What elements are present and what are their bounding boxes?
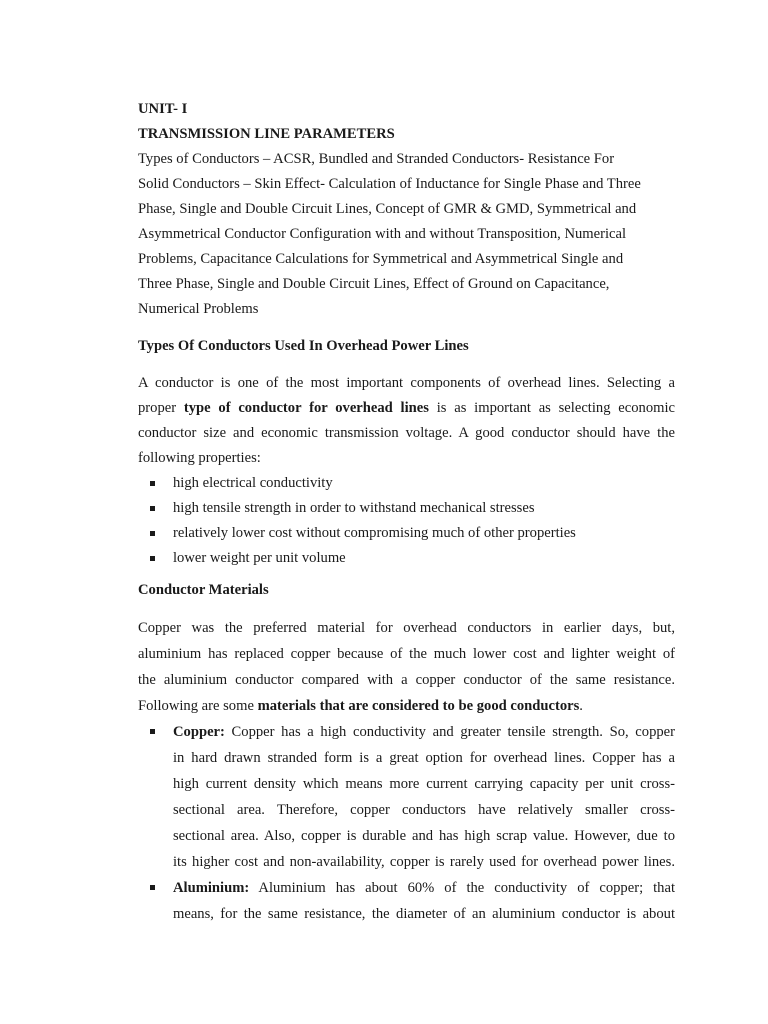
copper-item bbox=[138, 719, 675, 875]
aluminium-line: means, for the same resistance, the diameter of an aluminium conductor is about bbox=[173, 906, 675, 922]
copper-line: high current density which means more current carrying capacity per unit cross- bbox=[173, 776, 675, 792]
aluminium-label: Aluminium: bbox=[173, 880, 250, 896]
materials-paragraph bbox=[138, 615, 675, 719]
intro-text: is as important as selecting economic bbox=[428, 400, 675, 416]
list-item-text: high electrical conductivity bbox=[173, 475, 333, 491]
bullet-icon bbox=[150, 556, 155, 561]
unit-heading: UNIT- I bbox=[138, 101, 188, 117]
intro-paragraph bbox=[138, 371, 675, 471]
syllabus-line: Numerical Problems bbox=[138, 301, 259, 317]
bullet-icon bbox=[150, 885, 155, 890]
syllabus-line: Problems, Capacitance Calculations for Symmetrical and Asymmetrical Single and bbox=[138, 251, 624, 267]
materials-line: aluminium has replaced copper because of the much lower cost and lighter weight of bbox=[138, 646, 675, 662]
syllabus-line: Asymmetrical Conductor Configuration with and without Transposition, Numerical bbox=[138, 226, 627, 242]
materials-bold-text: materials that are considered to be good conductors bbox=[257, 698, 580, 714]
syllabus-line: Three Phase, Single and Double Circuit Lines, Effect of Ground on Capacitance, bbox=[138, 276, 610, 292]
materials-text: Following are some bbox=[138, 698, 258, 714]
copper-line: sectional area. Also, copper is durable and has high scrap value. However, due to bbox=[173, 828, 675, 844]
copper-line bbox=[138, 719, 675, 745]
intro-line: conductor size and economic transmission voltage. A good conductor should have the bbox=[138, 425, 675, 441]
section-heading-materials: Conductor Materials bbox=[138, 582, 269, 598]
copper-line: sectional area. Therefore, copper conductors have relatively smaller cross- bbox=[173, 802, 675, 818]
materials-line: the aluminium conductor compared with a copper conductor of the same resistance. bbox=[138, 672, 675, 688]
list-item bbox=[138, 546, 675, 571]
list-item-text: high tensile strength in order to withstand mechanical stresses bbox=[173, 500, 535, 516]
list-item bbox=[138, 471, 675, 496]
properties-list bbox=[138, 471, 675, 571]
materials-line bbox=[138, 693, 675, 719]
bullet-icon bbox=[150, 729, 155, 734]
intro-line: A conductor is one of the most important components of overhead lines. Selecting a bbox=[138, 375, 675, 391]
materials-line: Copper was the preferred material for overhead conductors in earlier days, but, bbox=[138, 620, 675, 636]
list-item-text: lower weight per unit volume bbox=[173, 550, 346, 566]
copper-line: its higher cost and non-availability, copper is rarely used for overhead power lines. bbox=[173, 854, 675, 870]
copper-label: Copper: bbox=[173, 724, 225, 740]
aluminium-item bbox=[138, 875, 675, 927]
syllabus-paragraph bbox=[138, 147, 675, 322]
bullet-icon bbox=[150, 531, 155, 536]
section-heading-types: Types Of Conductors Used In Overhead Power Lines bbox=[138, 338, 469, 354]
syllabus-line: Types of Conductors – ACSR, Bundled and Stranded Conductors- Resistance For bbox=[138, 151, 615, 167]
list-item-text: relatively lower cost without compromising much of other properties bbox=[173, 525, 576, 541]
aluminium-line bbox=[138, 875, 675, 901]
intro-bold-text: type of conductor for overhead lines bbox=[183, 400, 429, 416]
materials-text: . bbox=[579, 698, 583, 714]
syllabus-line: Solid Conductors – Skin Effect- Calculation of Inductance for Single Phase and Three bbox=[138, 176, 641, 192]
syllabus-line: Phase, Single and Double Circuit Lines, Concept of GMR & GMD, Symmetrical and bbox=[138, 201, 637, 217]
bullet-icon bbox=[150, 481, 155, 486]
list-item bbox=[138, 496, 675, 521]
copper-line: in hard drawn stranded form is a great option for overhead lines. Copper has a bbox=[173, 750, 675, 766]
intro-text: proper bbox=[138, 400, 184, 416]
copper-text: Copper has a high conductivity and greater tensile strength. So, copper bbox=[224, 724, 675, 740]
intro-line bbox=[138, 396, 675, 421]
page-title: TRANSMISSION LINE PARAMETERS bbox=[138, 126, 395, 142]
bullet-icon bbox=[150, 506, 155, 511]
page-content bbox=[138, 97, 675, 927]
aluminium-text: Aluminium has about 60% of the conductivity of copper; that bbox=[249, 880, 675, 896]
intro-line: following properties: bbox=[138, 450, 261, 466]
list-item bbox=[138, 521, 675, 546]
